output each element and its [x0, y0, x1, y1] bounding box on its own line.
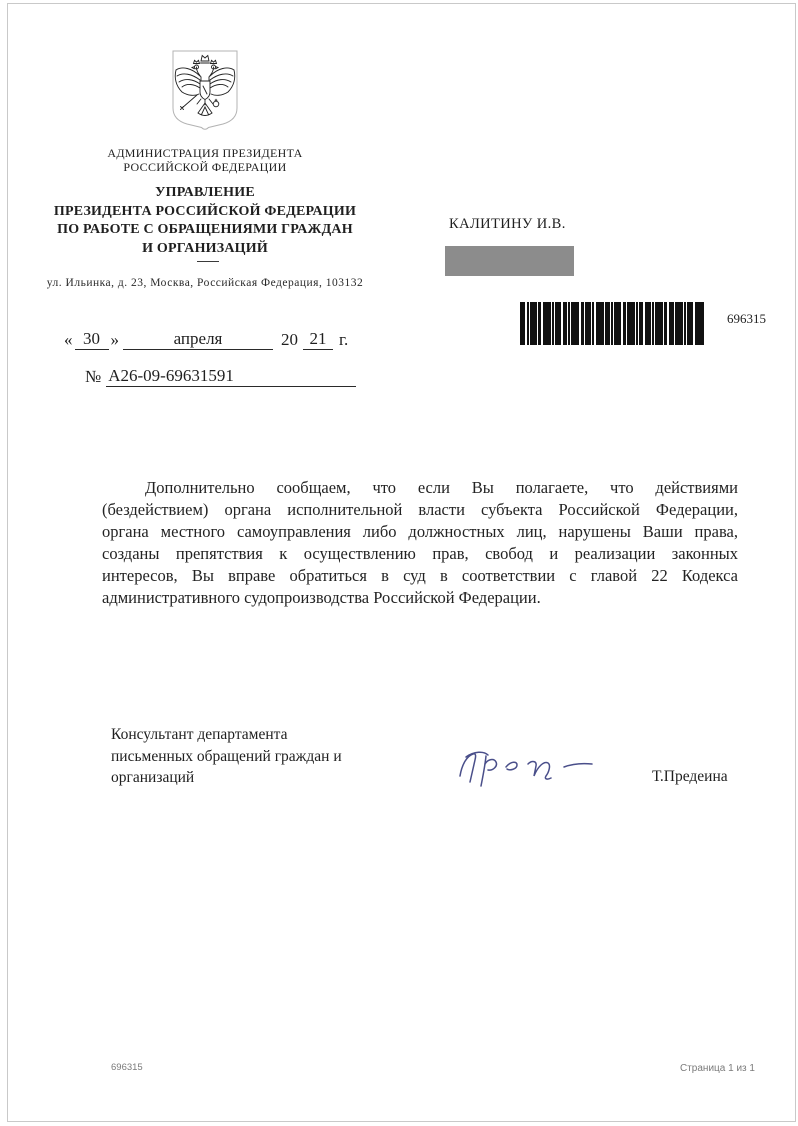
date-year: 21 — [303, 329, 333, 350]
date-month: апреля — [123, 329, 273, 350]
signer-title-line: письменных обращений граждан и — [111, 747, 342, 765]
handwritten-signature-icon — [452, 742, 602, 794]
department-name-line: ПО РАБОТЕ С ОБРАЩЕНИЯМИ ГРАЖДАН — [57, 222, 353, 237]
body-line: органа местного самоуправления либо должностных лиц, нарушены Ваши права, — [102, 522, 738, 541]
number-sign: № — [85, 367, 102, 386]
signer-title — [111, 724, 411, 789]
org-name-line: РОССИЙСКОЙ ФЕДЕРАЦИИ — [123, 160, 287, 174]
org-name — [35, 146, 375, 174]
footer-page-info: Страница 1 из 1 — [680, 1063, 755, 1074]
body-line: созданы препятствия к осуществлению прав, свобод и реализации законных — [102, 544, 738, 563]
date-year-suffix: г. — [339, 330, 349, 349]
signer-title-line: организаций — [111, 769, 195, 786]
reference-number: А26-09-69631591 — [106, 366, 356, 387]
date-line — [64, 329, 348, 350]
body-line: Дополнительно сообщаем, что если Вы полагаете, что действиями — [145, 478, 738, 497]
body-line: интересов, Вы вправе обратиться в суд в соответствии с главой 22 Кодекса — [102, 566, 738, 585]
barcode-number: 696315 — [727, 311, 766, 326]
department-name-line: УПРАВЛЕНИЕ — [155, 185, 255, 200]
body-line: административного судопроизводства Российской Федерации. — [102, 588, 541, 607]
letter-body — [102, 477, 738, 609]
department-name-line: ПРЕЗИДЕНТА РОССИЙСКОЙ ФЕДЕРАЦИИ — [53, 203, 357, 219]
org-address: ул. Ильинка, д. 23, Москва, Российская Федерация, 103132 — [46, 277, 364, 289]
signer-name: Т.Предеина — [652, 768, 728, 785]
close-quote: » — [110, 330, 119, 349]
footer-doc-number: 696315 — [111, 1062, 143, 1073]
reference-line — [85, 366, 356, 387]
date-day: 30 — [75, 329, 109, 350]
open-quote: « — [64, 330, 73, 349]
redaction-box — [445, 246, 574, 276]
department-name-line: И ОРГАНИЗАЦИЙ — [142, 240, 268, 256]
org-name-line: АДМИНИСТРАЦИЯ ПРЕЗИДЕНТА — [107, 146, 303, 160]
body-line: (бездействием) органа исполнительной власти субъекта Российской Федерации, — [102, 500, 738, 519]
coat-of-arms-icon — [170, 50, 240, 130]
department-name — [30, 184, 380, 258]
letterhead-divider — [197, 261, 219, 262]
barcode — [520, 302, 718, 345]
addressee-name: КАЛИТИНУ И.В. — [449, 216, 566, 232]
date-century: 20 — [281, 330, 298, 349]
signer-title-line: Консультант департамента — [111, 726, 288, 743]
